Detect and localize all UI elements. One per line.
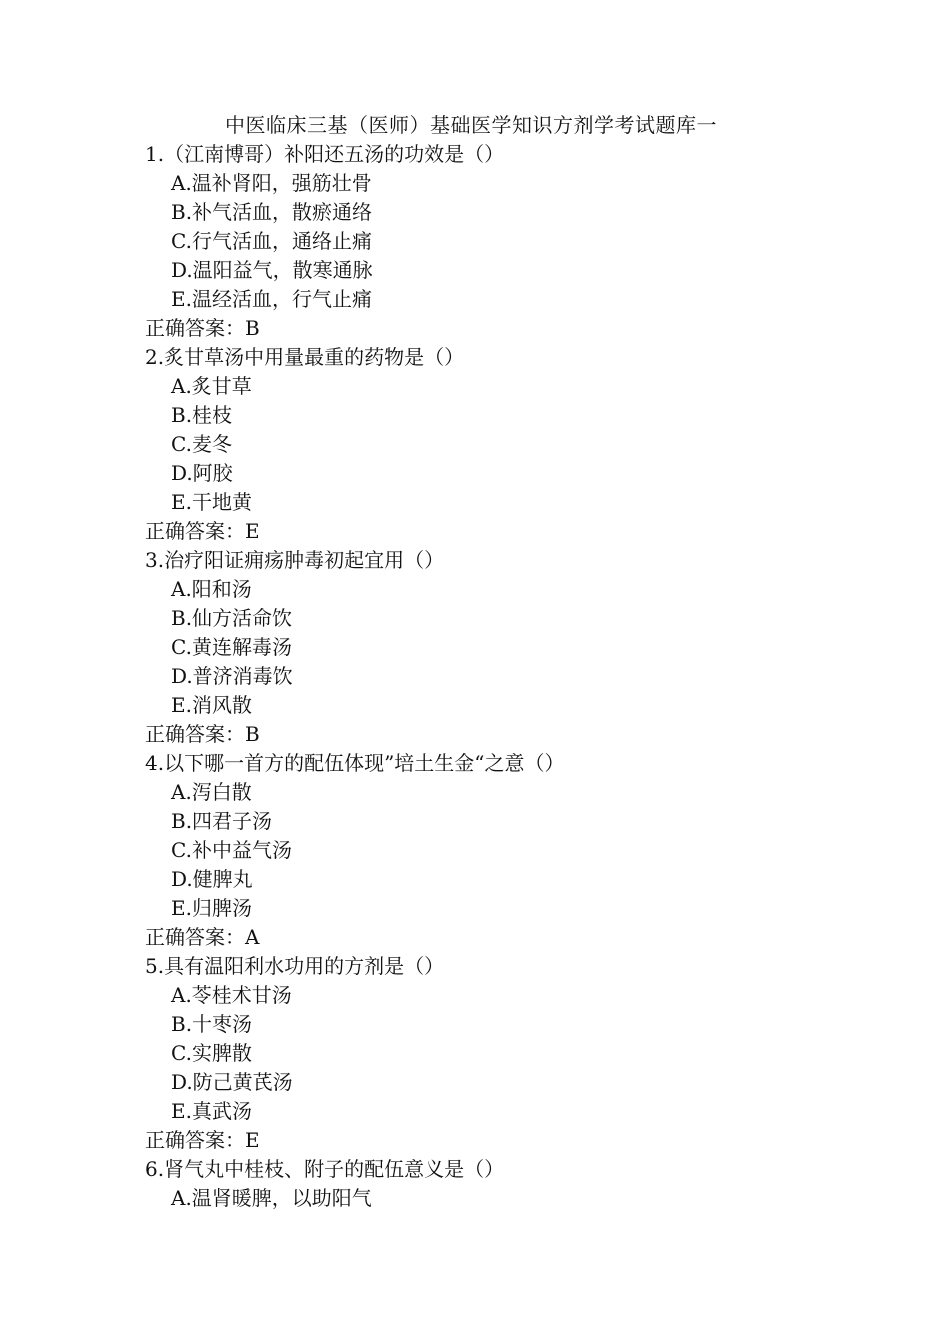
question-stem: 6.肾气丸中桂枝、附子的配伍意义是（）	[145, 1157, 505, 1181]
question-option: B.十枣汤	[171, 1012, 253, 1036]
question-stem: 4.以下哪一首方的配伍体现”培土生金“之意（）	[145, 751, 565, 775]
question-option: A.阳和汤	[171, 577, 252, 601]
question-option: E.归脾汤	[171, 896, 252, 920]
question-option: B.四君子汤	[171, 809, 273, 833]
question-option: B.仙方活命饮	[171, 606, 293, 630]
question-option: A.温肾暖脾，以助阳气	[171, 1186, 372, 1210]
question-option: D.阿胶	[171, 461, 233, 485]
question-option: A.苓桂术甘汤	[171, 983, 292, 1007]
document-title: 中医临床三基（医师）基础医学知识方剂学考试题库一	[225, 113, 717, 137]
question-option: D.普济消毒饮	[171, 664, 293, 688]
question-option: E.消风散	[171, 693, 252, 717]
question-answer: 正确答案：B	[145, 722, 260, 746]
question-option: A.炙甘草	[171, 374, 252, 398]
question-option: E.干地黄	[171, 490, 252, 514]
question-option: C.补中益气汤	[171, 838, 292, 862]
question-stem: 2.炙甘草汤中用量最重的药物是（）	[145, 345, 465, 369]
question-list	[145, 140, 865, 1213]
question-option: D.健脾丸	[171, 867, 253, 891]
question-answer: 正确答案：B	[145, 316, 260, 340]
question-option: C.麦冬	[171, 432, 232, 456]
question-stem: 5.具有温阳利水功用的方剂是（）	[145, 954, 445, 978]
question-option: E.温经活血，行气止痛	[171, 287, 372, 311]
question-answer: 正确答案：E	[145, 519, 260, 543]
question-option: D.温阳益气，散寒通脉	[171, 258, 373, 282]
question-option: E.真武汤	[171, 1099, 252, 1123]
question-option: C.实脾散	[171, 1041, 252, 1065]
question-option: C.行气活血，通络止痛	[171, 229, 372, 253]
question-option: A.温补肾阳，强筋壮骨	[171, 171, 372, 195]
question-option: C.黄连解毒汤	[171, 635, 292, 659]
question-stem: 1.（江南博哥）补阳还五汤的功效是（）	[145, 142, 505, 166]
question-answer: 正确答案：A	[145, 925, 260, 949]
question-option: B.桂枝	[171, 403, 233, 427]
question-option: A.泻白散	[171, 780, 252, 804]
question-option: D.防己黄芪汤	[171, 1070, 293, 1094]
question-option: B.补气活血，散瘀通络	[171, 200, 373, 224]
question-stem: 3.治疗阳证痈疡肿毒初起宜用（）	[145, 548, 445, 572]
question-answer: 正确答案：E	[145, 1128, 260, 1152]
